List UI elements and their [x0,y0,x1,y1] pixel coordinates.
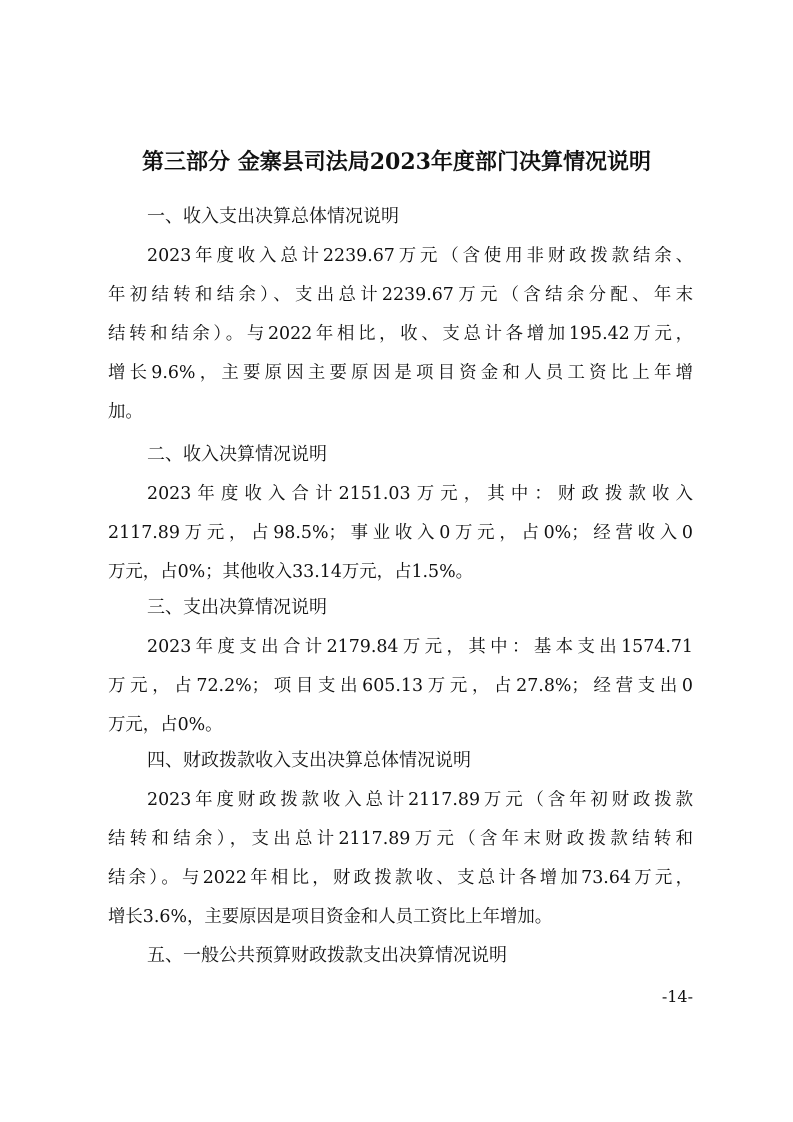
paragraph-line: 万元，占0%。 [108,715,223,735]
section-heading-3: 三、支出决算情况说明 [147,597,327,618]
page-number: -14- [661,987,693,1006]
paragraph-line: 加。 [108,402,143,422]
section-heading-5: 五、一般公共预算财政拨款支出决算情况说明 [147,945,507,966]
section-heading-2: 二、收入决算情况说明 [147,444,327,465]
paragraph-line: 万元，占0%；其他收入33.14万元，占1.5%。 [108,562,474,582]
paragraph-line: 2023年度财政拨款收入总计2117.89万元（含年初财政拨款 [147,790,693,810]
paragraph-line: 2117.89万元，占98.5%；事业收入0万元，占0%；经营收入0 [108,523,693,543]
paragraph-line: 结转和结余），支出总计2117.89万元（含年末财政拨款结转和 [108,829,693,849]
paragraph-line: 结余）。与2022年相比，财政拨款收、支总计各增加73.64万元， [108,868,693,888]
paragraph-line: 增长9.6%，主要原因主要原因是项目资金和人员工资比上年增 [108,363,693,383]
section-heading-4: 四、财政拨款收入支出决算总体情况说明 [147,750,471,771]
paragraph-line: 2023年度支出合计2179.84万元，其中：基本支出1574.71 [147,637,693,657]
paragraph-line: 年初结转和结余）、支出总计2239.67万元（含结余分配、年末 [108,285,693,305]
paragraph-line: 2023年度收入合计2151.03万元，其中：财政拨款收入 [147,484,693,504]
paragraph-line: 增长3.6%，主要原因是项目资金和人员工资比上年增加。 [108,907,553,927]
page-title: 第三部分 金寨县司法局2023年度部门决算情况说明 [142,149,651,175]
paragraph-line: 结转和结余）。与2022年相比，收、支总计各增加195.42万元， [108,324,693,344]
section-heading-1: 一、收入支出决算总体情况说明 [147,206,399,227]
paragraph-line: 2023年度收入总计2239.67万元（含使用非财政拨款结余、 [147,246,693,266]
paragraph-line: 万元，占72.2%；项目支出605.13万元，占27.8%；经营支出0 [108,676,693,696]
